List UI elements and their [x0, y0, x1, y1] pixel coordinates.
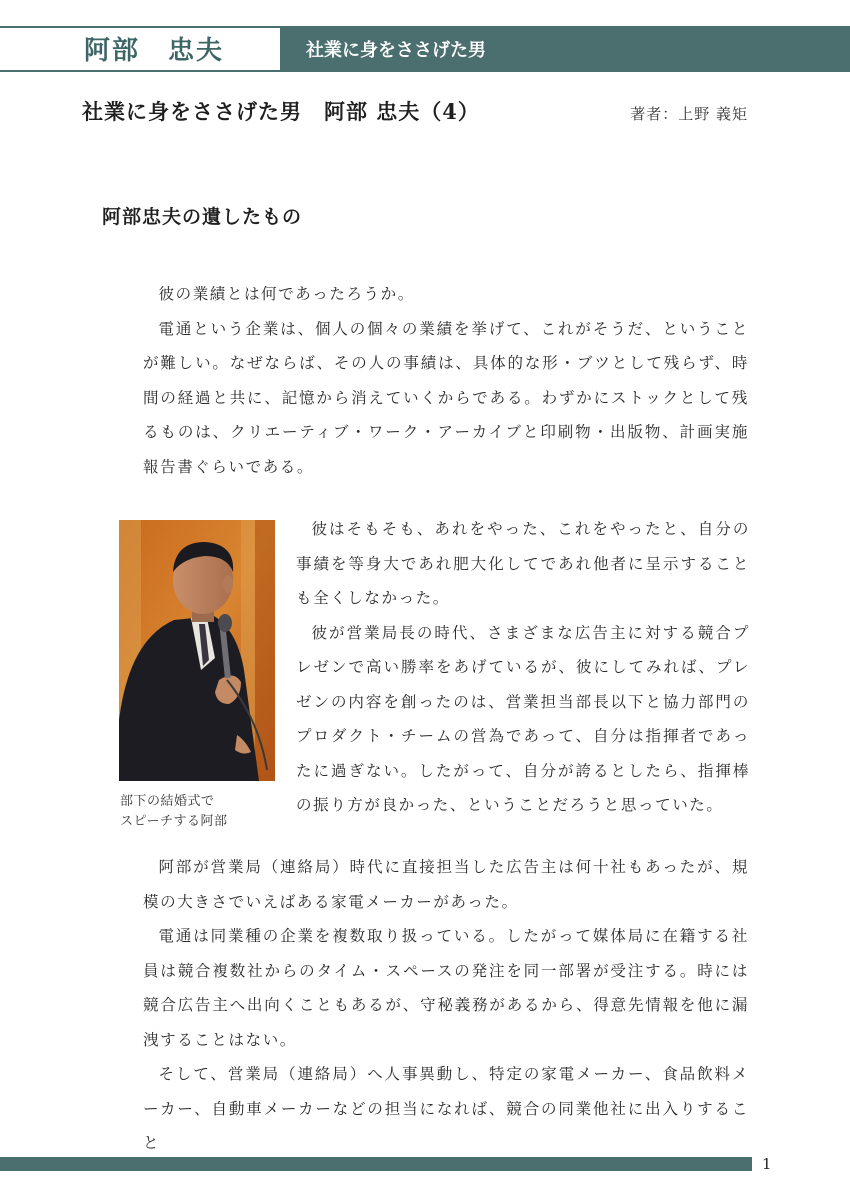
- header-subtitle: 社業に身をささげた男: [306, 40, 486, 61]
- paragraph: 電通は同業種の企業を複数取り扱っている。したがって媒体局に在籍する社員は競合複数社からのタイム・スペースの発注を同一部署が受注する。時には競合広告主へ出向くこともあるが、守秘義務があるから、得意先情報を他に漏洩することはない。: [143, 927, 749, 1049]
- paragraph: 彼が営業局長の時代、さまざまな広告主に対する競合プレゼンで高い勝率をあげているが、彼にしてみれば、プレゼンの内容を創ったのは、営業担当部長以下と協力部門のプロダクト・チームの営為であって、自分は指揮者であったに過ぎない。したがって、自分が誇るとしたら、指揮棒の振り方が良かった、ということだろうと思っていた。: [296, 623, 750, 814]
- header-subtitle-box: [280, 26, 850, 72]
- paragraph: 阿部が営業局（連絡局）時代に直接担当した広告主は何十社もあったが、規模の大きさでいえばある家電メーカーがあった。: [143, 858, 749, 911]
- header-name: 阿部 忠夫: [84, 36, 225, 66]
- speech-photo: [119, 520, 275, 781]
- paragraph: 彼の業績とは何であったろうか。: [158, 285, 415, 303]
- caption-line: 部下の結婚式で: [120, 794, 215, 809]
- page-number: 1: [762, 1155, 772, 1173]
- lower-text-block: [143, 850, 749, 1161]
- author: 著者：上野 義矩: [630, 105, 748, 123]
- header-name-box: [0, 26, 280, 72]
- section-heading: 阿部忠夫の遺したもの: [102, 206, 303, 228]
- footer-bar: [0, 1157, 752, 1171]
- paragraph: 電通という企業は、個人の個々の業績を挙げて、これがそうだ、ということが難しい。なぜならば、その人の事績は、具体的な形・ブツとして残らず、時間の経過と共に、記憶から消えていくからである。わずかにストックとして残るものは、クリエーティブ・ワーク・アーカイブと印刷物・出版物、計画実施報告書ぐらいである。: [143, 319, 749, 476]
- speech-photo-image: [119, 520, 275, 781]
- header-bar: [0, 26, 850, 70]
- photo-caption: [120, 792, 227, 832]
- caption-line: スピーチする阿部: [120, 814, 228, 829]
- paragraph: そして、営業局（連絡局）へ人事異動し、特定の家電メーカー、食品飲料メーカー、自動車メーカーなどの担当になれば、競合の同業他社に出入りすること: [143, 1065, 749, 1152]
- photo-side-text-block: [296, 512, 750, 823]
- paragraph: 彼はそもそも、あれをやった、これをやったと、自分の事績を等身大であれ肥大化してであれ他者に呈示することも全くしなかった。: [296, 520, 750, 607]
- intro-text-block: [143, 277, 749, 484]
- article-title: 社業に身をささげた男 阿部 忠夫（4）: [82, 99, 480, 124]
